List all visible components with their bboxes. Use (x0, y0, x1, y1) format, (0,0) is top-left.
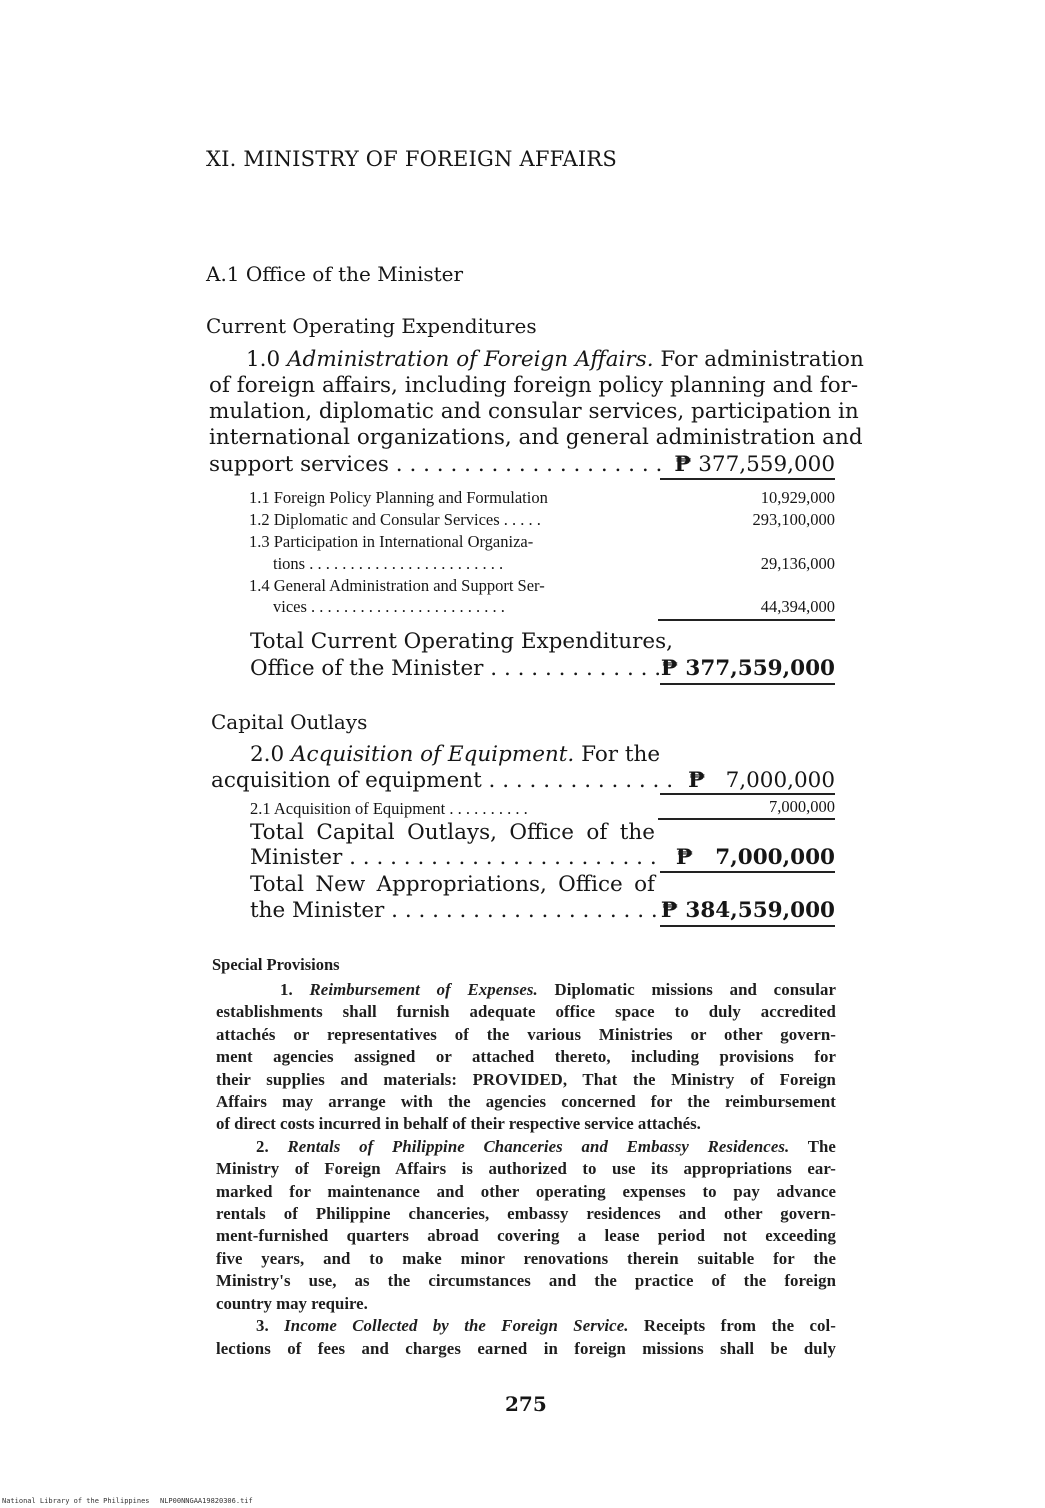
equipment-paragraph: 2.0 Acquisition of Equipment. For the (250, 742, 661, 767)
peso-sign: ₱ (674, 452, 692, 477)
total-current-label-2: Office of the Minister . . . . . . . . . . . . . (250, 656, 662, 681)
item-label: 1.1 Foreign Policy Planning and Formulation (249, 488, 548, 507)
item-label: 2.1 Acquisition of Equipment . . . . . . . . . . (250, 799, 528, 818)
item-amount: 293,100,000 (752, 510, 835, 529)
total-new-label: Total New Appropriations, Office of (250, 872, 655, 897)
peso-sign: ₱ (660, 898, 678, 923)
special-provisions-heading: Special Provisions (212, 955, 340, 974)
total-current-amount: ₱ 377,559,000 (660, 656, 835, 681)
para-line: international organizations, and general administration and (209, 425, 863, 450)
underline (660, 925, 835, 927)
total-capital-label-2: Minister . . . . . . . . . . . . . . . . . . . . . . . (250, 845, 657, 870)
total-capital-amount: ₱ 7,000,000 (675, 845, 835, 870)
capital-heading: Capital Outlays (211, 710, 368, 734)
underline (660, 683, 835, 685)
underline (660, 478, 835, 480)
para-line: of foreign affairs, including foreign policy planning and for- (209, 373, 859, 398)
total-new-label-2: the Minister . . . . . . . . . . . . . . . . . . . . (250, 898, 658, 923)
peso-sign: ₱ (688, 768, 706, 793)
para-title: Administration of Foreign Affairs. (287, 347, 654, 372)
para-line: mulation, diplomatic and consular services, participation in (209, 399, 859, 424)
item-label: 1.2 Diplomatic and Consular Services . . . . . (249, 510, 541, 529)
item-label: 1.4 General Administration and Support Ser- (249, 576, 545, 595)
office-title: A.1 Office of the Minister (206, 262, 464, 286)
item-amount: 44,394,000 (760, 597, 835, 616)
para-text: For administration (653, 347, 864, 372)
equipment-amount: ₱ 7,000,000 (688, 768, 835, 793)
item-amount: 7,000,000 (769, 797, 835, 816)
section-title: XI. MINISTRY OF FOREIGN AFFAIRS (206, 147, 618, 171)
administration-paragraph (209, 347, 864, 451)
footer-file: NLP00NNGAA19820306.tif (160, 1497, 253, 1505)
underline (658, 619, 835, 621)
underline (660, 793, 835, 795)
provision-1: 1. Reimbursement of Expenses. Diplomatic missions and consular establishments shall furnish adequate office space to duly accredited attachés or representatives of the various Ministries or other govern- ment agencies assigned or attached thereto, including provisions for their supplies and materials: PROVIDED, That the Ministry of Foreign Affairs may arrange with the agencies concerned for the reimbursement of direct costs incurred in behalf of their respective service attachés. 2. Rentals of Philippine Chanceries and Embassy Residences. The Ministry of Foreign Affairs is authorized to use its appropriations ear- marked for maintenance and other operating expenses to pay advance rentals of Philippine chanceries, embassy residences and other govern- ment-furnished quarters abroad covering a lease period not exceeding five years, and to make minor renovations therein suitable for the Ministry's use, as the circumstances and the practice of the foreign country may require. 3. Income Collected by the Foreign Service. Receipts from the col- lections of fees and charges earned in foreign missions shall be duly (216, 980, 836, 1358)
item-amount: 29,136,000 (760, 554, 835, 573)
item-label-cont: tions . . . . . . . . . . . . . . . . . . . . . . . . (273, 554, 504, 573)
total-current-label: Total Current Operating Expenditures, (250, 629, 673, 654)
peso-sign: ₱ (660, 656, 678, 681)
item-amount: 10,929,000 (760, 488, 835, 507)
current-heading: Current Operating Expenditures (206, 314, 537, 338)
underline (660, 871, 835, 873)
item-label-cont: vices . . . . . . . . . . . . . . . . . . . . . . . . (273, 597, 505, 616)
para-last-line: support services . . . . . . . . . . . . . . . . . . . . (209, 452, 663, 477)
administration-total: ₱ 377,559,000 (674, 452, 835, 477)
peso-sign: ₱ (675, 845, 693, 870)
underline (658, 818, 835, 820)
equipment-paragraph-2: acquisition of equipment . . . . . . . . . . . . . . (211, 768, 674, 793)
item-label: 1.3 Participation in International Organiza- (249, 532, 534, 551)
total-capital-label: Total Capital Outlays, Office of the (250, 820, 655, 845)
total-new-amount: ₱ 384,559,000 (660, 898, 835, 923)
footer-library: National Library of the Philippines (2, 1497, 150, 1505)
page-number: 275 (505, 1392, 547, 1416)
para-number: 1.0 (246, 347, 288, 372)
